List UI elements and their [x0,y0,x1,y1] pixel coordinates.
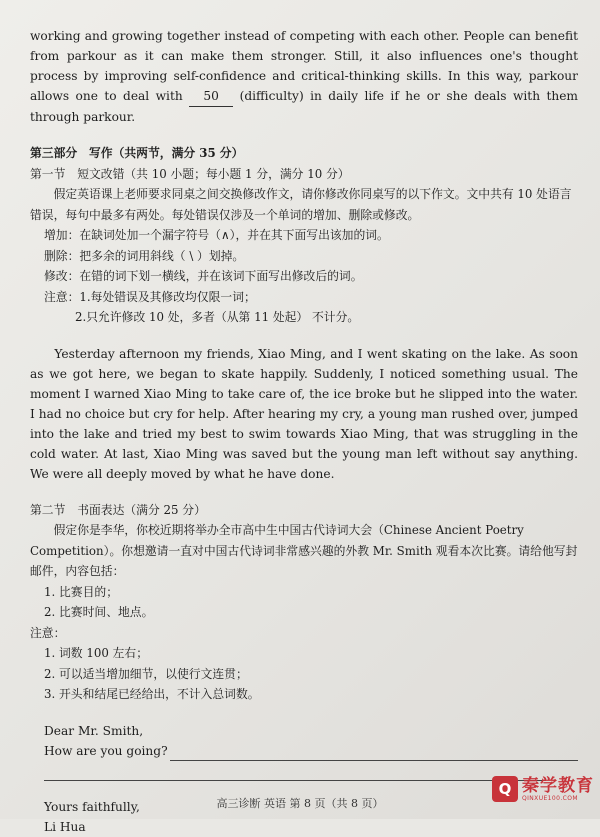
note-1: 注意：1.每处错误及其修改均仅限一词； [44,289,256,304]
part3-title: 第三部分 写作（共两节，满分 35 分） [30,146,244,160]
writing-line [44,761,546,781]
passage-text-after-blank: (difficulty) in daily life if he or she deals with them through parkour. [30,89,578,124]
watermark-logo [492,776,594,802]
section2-prompt: 假定你是李华，你校近期将举办全市高中生中国古代诗词大会（Chinese Ancient Poetry Competition）。你想邀请一直对中国古代诗词非常感兴趣的外教 Mr. Smith 观看本次比赛。请给他写封邮件，内容包括： [30,523,578,578]
answer-blank-50: 50 [189,86,233,107]
note-item: 2. 可以适当增加细节，以使行文连贯； [44,666,248,681]
letter-salutation: Dear Mr. Smith, [44,723,144,738]
rule-modify: 修改：在错的词下划一横线，并在该词下面写出修改后的词。 [44,269,363,283]
page-footer: 高三诊断 英语 第 8 页（共 8 页） [216,797,384,810]
section1-instruction: 假定英语课上老师要求同桌之间交换修改作文，请你修改你同桌写的以下作文。文中共有 10 处语言错误，每句中最多有两处。每处错误仅涉及一个单词的增加、删除或修改。 [30,187,572,222]
content-item: 2. 比赛时间、地点。 [44,605,154,619]
writing-line [170,748,578,761]
logo-q-icon: Q [492,776,518,802]
rule-add: 增加：在缺词处加一个漏字符号（∧），并在其下面写出该加的词。 [44,228,389,242]
notes-label: 注意： [30,625,66,640]
passage-end [30,26,578,127]
section1-title: 第一节 短文改错（共 10 小题；每小题 1 分，满分 10 分） [30,166,350,181]
letter-opening-row [30,741,578,761]
logo-url: QINXUE100.COM [522,794,578,802]
page-content [30,26,578,837]
essay-text: Yesterday afternoon my friends, Xiao Ming, and I went skating on the lake. As soon as we got here, we began to skate happily. Suddenly, I noticed something usual. The moment I warned Xiao Ming to take care of, the ice broke but he slipped into the water. I had no choice but cry for help. After hearing my cry, a young man rushed over, jumped into the lake and tried my best to swim towards Xiao Ming, that was struggling in the cold water. At last, Xiao Ming was saved but the young man left without say anything. We were all deeply moved by what he have done. [30,346,578,481]
note-2: 2.只允许修改 10 处，多者（从第 11 处起） 不计分。 [75,310,360,324]
section2-title: 第二节 书面表达（满分 25 分） [30,502,206,517]
rule-delete: 删除：把多余的词用斜线（ \ ）划掉。 [44,248,245,263]
letter-closing: Yours faithfully, [44,799,140,814]
letter-signature: Li Hua [44,819,86,834]
note-item: 3. 开头和结尾已经给出，不计入总词数。 [44,687,260,701]
logo-name: 秦学教育 [522,775,594,796]
content-item: 1. 比赛目的； [44,584,118,599]
passage-text-before-blank: working and growing together instead of competing with each other. People can benefit from parkour as it can make them stronger. Still, it also influences one's thought process by improving self-confidence and critical-thinking skills. In this way, parkour allows one to deal with [30,29,578,103]
note-item: 1. 词数 100 左右； [44,646,149,660]
letter-opening: How are you going? [44,743,168,758]
